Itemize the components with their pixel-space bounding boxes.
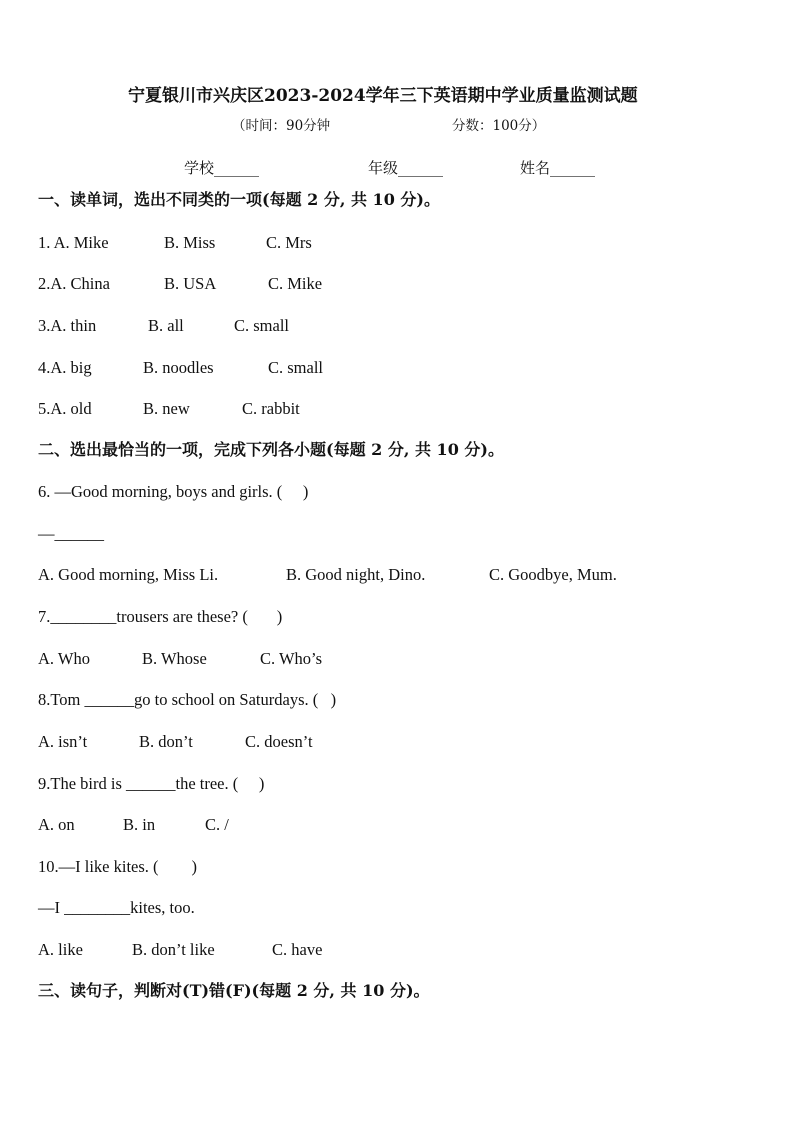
q3-option-b: B. all xyxy=(148,316,184,335)
q2-option-b: B. USA xyxy=(164,274,217,293)
q6-option-c: C. Goodbye, Mum. xyxy=(489,565,617,584)
q4-option-c: C. small xyxy=(268,358,324,377)
q10-option-a: A. like xyxy=(38,940,83,959)
exam-score: 分数：100分） xyxy=(452,118,546,134)
q6-option-a: A. Good morning, Miss Li. xyxy=(38,565,219,584)
q6-option-b: B. Good night, Dino. xyxy=(286,565,426,584)
q5-option-c: C. rabbit xyxy=(242,399,300,418)
exam-title: 宁夏银川市兴庆区2023-2024学年三下英语期中学业质量监测试题 xyxy=(128,86,638,106)
q9-stem: 9.The bird is ______the tree. ( ) xyxy=(38,774,265,793)
name-field: 姓名______ xyxy=(520,159,596,177)
q10-stem: 10.—I like kites. ( ) xyxy=(38,857,198,876)
school-field: 学校______ xyxy=(184,159,260,177)
q7-option-a: A. Who xyxy=(38,649,90,668)
q9-option-a: A. on xyxy=(38,815,75,834)
q7-option-b: B. Whose xyxy=(142,649,207,668)
q4-option-a: 4.A. big xyxy=(38,358,92,377)
q3-option-a: 3.A. thin xyxy=(38,316,97,335)
exam-time: （时间：90分钟 xyxy=(232,118,331,134)
section-3-heading: 三、读句子，判断对(T)错(F)(每题 2 分, 共 10 分)。 xyxy=(38,981,430,1000)
q10-option-b: B. don’t like xyxy=(132,940,215,959)
q9-option-b: B. in xyxy=(123,815,156,834)
q7-option-c: C. Who’s xyxy=(260,649,323,668)
q8-option-c: C. doesn’t xyxy=(245,732,313,751)
q3-option-c: C. small xyxy=(234,316,290,335)
q1-option-b: B. Miss xyxy=(164,233,216,252)
grade-field: 年级______ xyxy=(368,159,444,177)
q8-option-a: A. isn’t xyxy=(38,732,88,751)
q2-option-c: C. Mike xyxy=(268,274,323,293)
q6-reply: —______ xyxy=(38,524,104,543)
q8-stem: 8.Tom ______go to school on Saturdays. ( ) xyxy=(38,690,337,709)
q10-option-c: C. have xyxy=(272,940,323,959)
q5-option-a: 5.A. old xyxy=(38,399,92,418)
q1-option-a: 1. A. Mike xyxy=(38,233,109,252)
q8-option-b: B. don’t xyxy=(139,732,193,751)
q7-stem: 7.________trousers are these? ( ) xyxy=(38,607,283,626)
q1-option-c: C. Mrs xyxy=(266,233,312,252)
q4-option-b: B. noodles xyxy=(143,358,214,377)
q5-option-b: B. new xyxy=(143,399,190,418)
q6-stem: 6. —Good morning, boys and girls. ( ) xyxy=(38,482,309,501)
q10-reply: —I ________kites, too. xyxy=(38,898,195,917)
q2-option-a: 2.A. China xyxy=(38,274,110,293)
section-2-heading: 二、选出最恰当的一项，完成下列各小题(每题 2 分, 共 10 分)。 xyxy=(38,440,504,459)
section-1-heading: 一、读单词，选出不同类的一项(每题 2 分, 共 10 分)。 xyxy=(38,190,440,209)
q9-option-c: C. / xyxy=(205,815,229,834)
